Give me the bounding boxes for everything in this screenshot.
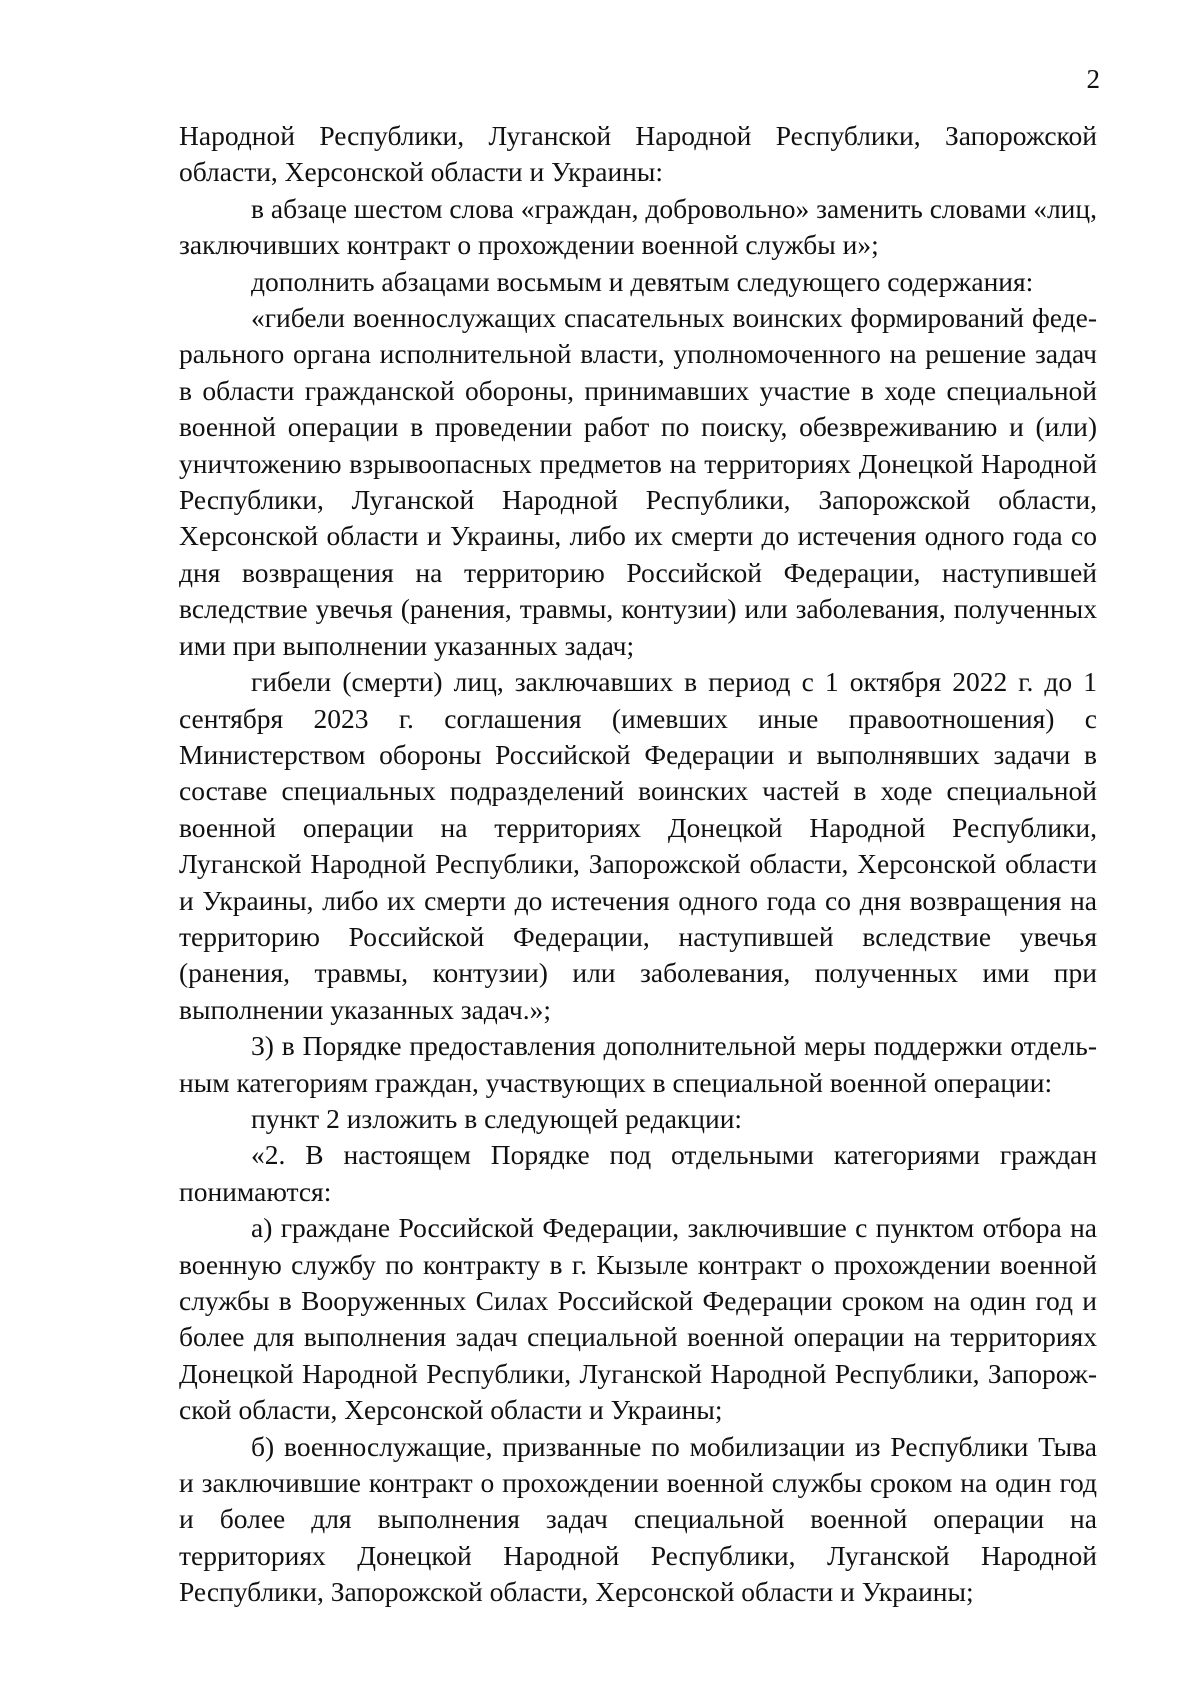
paragraph-point-2-text: «2. В настоящем Порядке под отдельными категориями граждан понимаются: — [179, 1139, 1097, 1207]
paragraph-point-2-redaction: пункт 2 изложить в следующей редакции: — [251, 1102, 743, 1134]
paragraph-quote-rescue-units: «гибели военнослужащих спасательных воинских формирований федерального органа исполнительной власти, уполномоченного на решение задач в области гражданской обороны, принимавших участие в ходе специальной военной операции в проведении работ по поиску, обезвреживанию и (или) уничтожению взрывоопасных предметов на территориях Донецкой Народной Республики, Луганской Народной Республики, Запорожской области, Херсонской области и Украины, либо их смерти до истечения одного года со дня возвращения на территорию Российской Федерации, наступившей вследствие увечья (ранения, травмы, контузии) или заболевания, полученных ими при выполнении указанных задач; — [179, 302, 1097, 661]
paragraph-subitem-a: а) граждане Российской Федерации, заключившие с пунктом отбора на военную службу по контракту в г. Кызыле контракт о прохождении военной службы в Вооруженных Силах Российской Федерации сроком на один год и более для выполнения задач специальной военной операции на территориях Донецкой Народной Республики, Луганской Народной Республики, Запорожской области, Херсонской области и Украины; — [179, 1212, 1097, 1426]
page-number: 2 — [1086, 64, 1100, 94]
paragraph-quote-agreements: гибели (смерти) лиц, заключавших в период с 1 октября 2022 г. до 1 сентября 2023 г. соглашения (имевших иные правоотношения) с Министерством обороны Российской Федерации и выполнявших задачи в составе специальных подразделений воинских частей в ходе специальной военной операции на территориях Донецкой Народной Республики, Луганской Народной Республики, Запорожской области, Херсонской области и Украины, либо их смерти до истечения одного года со дня возвращения на территорию Российской Федерации, наступившей вследствие увечья (ранения, травмы, контузии) или заболевания, полученных ими при выполнении указанных задач.»; — [179, 666, 1097, 1025]
paragraph-amendment-abzac-6: в абзаце шестом слова «граждан, добровольно» заменить словами «лиц, заключивших контракт о прохождении военной службы и»; — [179, 192, 1097, 261]
document-body — [179, 118, 1097, 1611]
paragraph-add-abzacs: дополнить абзацами восьмым и девятым следующего содержания: — [251, 265, 1034, 297]
paragraph-subitem-b: б) военнослужащие, призванные по мобилизации из Республики Тыва и заключившие контракт о прохождении военной службы сроком на один год и более для выполнения задач специальной военной операции на территориях Донецкой Народной Республики, Луганской Народной Республики, Запорожской области, Херсонской области и Украины; — [179, 1430, 1097, 1608]
paragraph-item-3: 3) в Порядке предоставления дополнительной меры поддержки отдельным категориям граждан, участвующих в специальной военной операции: — [179, 1030, 1097, 1098]
paragraph-continuation: Народной Республики, Луганской Народной Республики, Запорожской области, Херсонской области и Украины: — [179, 120, 1097, 188]
